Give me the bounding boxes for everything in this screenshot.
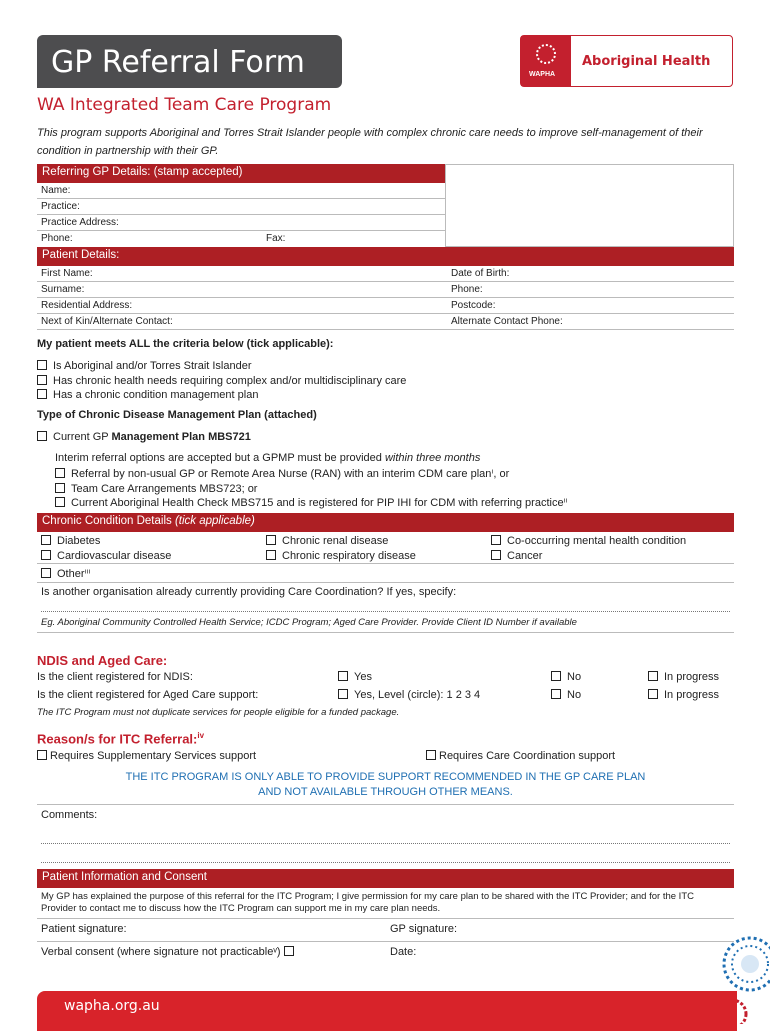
wapha-mark: WAPHA <box>521 36 571 86</box>
patient-name-row[interactable]: First Name: Date of Birth: <box>37 266 734 282</box>
checkbox[interactable] <box>266 550 276 560</box>
reason-heading: Reason/s for ITC Referral:$^{iv}$ <box>37 731 205 747</box>
checkbox[interactable] <box>37 375 47 385</box>
criteria-item[interactable]: Is Aboriginal and/or Torres Strait Islander <box>37 359 406 374</box>
checkbox[interactable] <box>338 689 348 699</box>
checkbox[interactable] <box>37 360 47 370</box>
checkbox[interactable] <box>41 550 51 560</box>
checkbox[interactable] <box>648 671 658 681</box>
footer-bar <box>37 991 737 1031</box>
consent-section <box>37 869 734 964</box>
condition-other[interactable]: Otherⁱⁱⁱ <box>37 564 734 583</box>
checkbox[interactable] <box>55 468 65 478</box>
gp-name-field[interactable]: Name: <box>37 183 445 199</box>
checkbox[interactable] <box>284 946 294 956</box>
consent-text: My GP has explained the purpose of this referral for the ITC Program; I give permission for my care plan to be shared with the ITC Provider; and for the ITC Provider to contact me to discuss how the ITC Program can support me in my care plan needs. <box>37 888 734 919</box>
ndis-in-progress[interactable]: In progress <box>648 671 719 683</box>
aged-care-in-progress[interactable]: In progress <box>648 689 719 701</box>
checkbox[interactable] <box>491 550 501 560</box>
checkbox[interactable] <box>37 750 47 760</box>
reason-supplementary[interactable]: Requires Supplementary Services support <box>37 750 256 762</box>
gp-details-section <box>37 164 445 247</box>
condition-item[interactable]: Diabetes <box>41 534 171 549</box>
checkbox[interactable] <box>55 483 65 493</box>
checkbox[interactable] <box>41 535 51 545</box>
chronic-grid <box>37 532 734 564</box>
gp-practice-field[interactable]: Practice: <box>37 199 445 215</box>
ndis-no[interactable]: No <box>551 671 581 683</box>
interim-option[interactable]: Team Care Arrangements MBS723; or <box>55 482 568 497</box>
footer-url[interactable]: wapha.org.au <box>64 998 160 1014</box>
aged-care-yes[interactable]: Yes, Level (circle): 1 2 3 4 <box>338 689 480 701</box>
checkbox[interactable] <box>648 689 658 699</box>
coordination-example: Eg. Aboriginal Community Controlled Health Service; ICDC Program; Aged Care Provider. Provide Client ID Number if available <box>37 612 734 633</box>
checkbox[interactable] <box>37 389 47 399</box>
criteria-item[interactable]: Has a chronic condition management plan <box>37 388 406 403</box>
aboriginal-health-logo <box>520 35 733 87</box>
aged-care-row: Is the client registered for Aged Care support: Yes, Level (circle): 1 2 3 4 No In progress <box>37 689 720 701</box>
ndis-yes[interactable]: Yes <box>338 671 372 683</box>
coordination-question: Is another organisation already currently providing Care Coordination? If yes, specify: <box>41 586 457 598</box>
program-subtitle: WA Integrated Team Care Program <box>37 95 332 115</box>
gp-phone-fax-row[interactable]: Phone: Fax: <box>41 233 286 244</box>
criteria-heading: My patient meets ALL the criteria below (tick applicable): <box>37 338 334 350</box>
chronic-section <box>37 513 734 633</box>
patient-address-row[interactable]: Residential Address: Postcode: <box>37 298 734 314</box>
patient-kin-row[interactable]: Next of Kin/Alternate Contact: Alternate Contact Phone: <box>37 314 734 330</box>
condition-item[interactable]: Chronic respiratory disease <box>266 549 416 564</box>
plan-heading: Type of Chronic Disease Management Plan (attached) <box>37 409 317 421</box>
checkbox[interactable] <box>338 671 348 681</box>
signature-row[interactable]: Patient signature: GP signature: <box>37 919 734 942</box>
checkbox[interactable] <box>551 689 561 699</box>
checkbox[interactable] <box>426 750 436 760</box>
gp-stamp-box[interactable] <box>445 164 734 247</box>
gp-details-heading: Referring GP Details: (stamp accepted) <box>37 164 445 183</box>
comments-section <box>37 804 734 863</box>
interim-option[interactable]: Referral by non-usual GP or Remote Area Nurse (RAN) with an interim CDM care planⁱ, or <box>55 467 568 482</box>
itc-notice: THE ITC PROGRAM IS ONLY ABLE TO PROVIDE SUPPORT RECOMMENDED IN THE GP CARE PLAN AND NOT AVAILABLE THROUGH OTHER MEANS. <box>125 771 646 798</box>
checkbox[interactable] <box>266 535 276 545</box>
patient-surname-row[interactable]: Surname: Phone: <box>37 282 734 298</box>
checkbox[interactable] <box>491 535 501 545</box>
comments-line[interactable] <box>41 862 730 863</box>
ndis-heading: NDIS and Aged Care: <box>37 653 168 668</box>
checkbox[interactable] <box>551 671 561 681</box>
logo-text: Aboriginal Health <box>582 54 711 69</box>
checkbox[interactable] <box>41 568 51 578</box>
gp-address-field[interactable]: Practice Address: <box>37 215 445 231</box>
condition-item[interactable]: Co-occurring mental health condition <box>491 534 686 549</box>
aged-care-no[interactable]: No <box>551 689 581 701</box>
condition-item[interactable]: Cancer <box>491 549 686 564</box>
verbal-consent-row[interactable]: Verbal consent (where signature not practicableᵛ) Date: <box>41 946 417 958</box>
form-title-box <box>37 35 342 88</box>
burst-icon <box>536 44 556 64</box>
criteria-item[interactable]: Has chronic health needs requiring complex and/or multidisciplinary care <box>37 374 406 389</box>
condition-item[interactable]: Chronic renal disease <box>266 534 416 549</box>
intro-text: This program supports Aboriginal and Torres Strait Islander people with complex chronic care needs to improve self-management of their condition in partnership with their GP. <box>37 127 703 157</box>
plan-current-option[interactable]: Current GP Management Plan MBS721 <box>37 431 251 443</box>
criteria-list <box>37 359 406 403</box>
patient-details-section <box>37 247 734 330</box>
comments-line[interactable] <box>41 843 730 844</box>
interim-options <box>55 467 568 511</box>
checkbox[interactable] <box>37 431 47 441</box>
patient-details-heading: Patient Details: <box>37 247 734 266</box>
interim-option[interactable]: Current Aboriginal Health Check MBS715 and is registered for PIP IHI for CDM with referring practiceⁱⁱ <box>55 496 568 511</box>
ndis-row: Is the client registered for NDIS: Yes No In progress <box>37 671 720 683</box>
consent-heading: Patient Information and Consent <box>37 869 734 888</box>
reason-care-coordination[interactable]: Requires Care Coordination support <box>426 750 615 762</box>
ndis-note: The ITC Program must not duplicate services for people eligible for a funded package. <box>37 707 400 718</box>
chronic-heading: Chronic Condition Details (tick applicable) <box>37 513 734 532</box>
interim-note: Interim referral options are accepted but a GPMP must be provided within three months <box>55 452 481 464</box>
comments-label: Comments: <box>41 809 98 821</box>
condition-item[interactable]: Cardiovascular disease <box>41 549 171 564</box>
checkbox[interactable] <box>55 497 65 507</box>
form-title: GP Referral Form <box>51 45 305 80</box>
